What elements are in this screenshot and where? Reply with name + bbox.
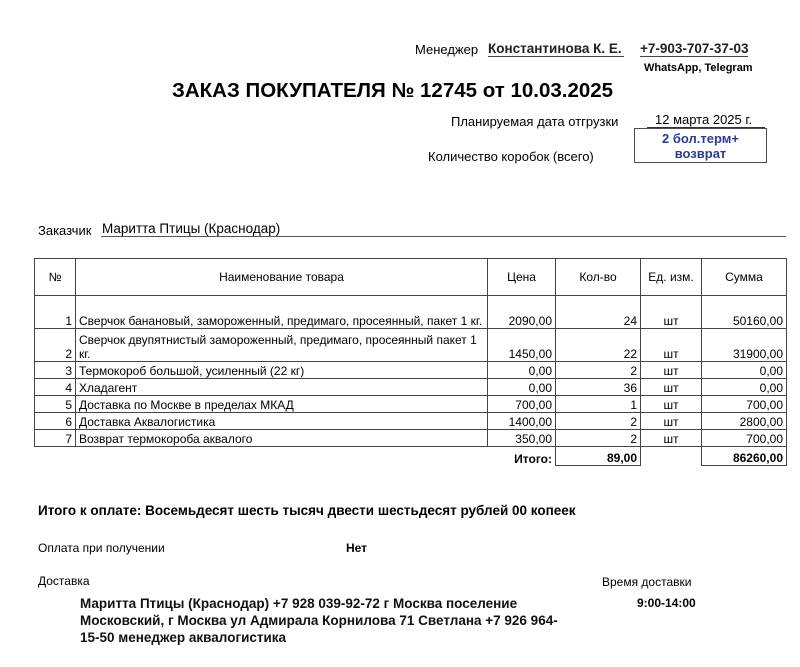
cell-unit: шт: [641, 296, 702, 329]
cell-number: 6: [35, 413, 76, 430]
cell-price: 350,00: [488, 430, 556, 447]
cell-sum: 0,00: [702, 362, 787, 379]
cell-sum: 50160,00: [702, 296, 787, 329]
delivery-label: Доставка: [38, 574, 90, 588]
table-row: [35, 413, 787, 430]
cell-unit: шт: [641, 396, 702, 413]
delivery-details: Маритта Птицы (Краснодар) +7 928 039-92-72 г Москва поселение Московский, г Москва ул Адмирала Корнилова 71 Светлана +7 926 964-15-50 менеджер аквалогистика: [80, 596, 558, 645]
customer-label: Заказчик: [38, 223, 92, 238]
manager-label: Менеджер: [415, 42, 479, 57]
header-sum: Сумма: [702, 259, 787, 296]
cell-price: 700,00: [488, 396, 556, 413]
cell-name: Доставка по Москве в пределах МКАД: [76, 396, 488, 413]
cell-qty: 24: [556, 296, 641, 329]
cell-price: 0,00: [488, 379, 556, 396]
cell-qty: 2: [556, 413, 641, 430]
cell-sum: 700,00: [702, 396, 787, 413]
header-qty: Кол-во: [556, 259, 641, 296]
table-row: [35, 430, 787, 447]
cell-name: Сверчок банановый, замороженный, предимаго, просеянный, пакет 1 кг.: [76, 296, 488, 329]
header-price: Цена: [488, 259, 556, 296]
boxes-count-value: 2 бол.терм+ возврат: [634, 128, 767, 163]
cell-number: 5: [35, 396, 76, 413]
cell-number: 4: [35, 379, 76, 396]
cell-price: 1400,00: [488, 413, 556, 430]
table-row: [35, 296, 787, 329]
cell-number: 3: [35, 362, 76, 379]
cell-sum: 700,00: [702, 430, 787, 447]
cell-sum: 31900,00: [702, 329, 787, 362]
cell-unit: шт: [641, 329, 702, 362]
document-title: ЗАКАЗ ПОКУПАТЕЛЯ № 12745 от 10.03.2025: [172, 79, 614, 102]
cell-unit: шт: [641, 362, 702, 379]
goods-table: [34, 258, 787, 466]
table-row: [35, 362, 787, 379]
table-row: [35, 329, 787, 362]
cell-price: 1450,00: [488, 329, 556, 362]
cell-qty: 1: [556, 396, 641, 413]
cell-number: 2: [35, 329, 76, 362]
manager-phone: +7-903-707-37-03: [640, 41, 749, 56]
cell-qty: 2: [556, 362, 641, 379]
delivery-time-label: Время доставки: [602, 575, 692, 589]
cell-number: 1: [35, 296, 76, 329]
cell-name: Сверчок двупятнистый замороженный, предимаго, просеянный пакет 1 кг.: [76, 329, 488, 362]
total-in-words: Итого к оплате: Восемьдесят шесть тысяч двести шестьдесят рублей 00 копеек: [38, 503, 576, 518]
cell-number: 7: [35, 430, 76, 447]
customer-value: Маритта Птицы (Краснодар): [101, 221, 786, 237]
header-name: Наименование товара: [76, 259, 488, 296]
cell-name: Доставка Аквалогистика: [76, 413, 488, 430]
delivery-time-value: 9:00-14:00: [637, 596, 696, 610]
cell-name: Хладагент: [76, 379, 488, 396]
header-number: №: [35, 259, 76, 296]
manager-messengers: WhatsApp, Telegram: [644, 62, 753, 74]
manager-name: Константинова К. Е.: [488, 41, 622, 56]
cell-name: Термокороб большой, усиленный (22 кг): [76, 362, 488, 379]
table-row: [35, 396, 787, 413]
cell-unit: шт: [641, 430, 702, 447]
shipment-date-label: Планируемая дата отгрузки: [451, 114, 619, 129]
payment-on-receipt-value: Нет: [346, 541, 368, 555]
total-sum: 86260,00: [702, 447, 787, 466]
cell-sum: 0,00: [702, 379, 787, 396]
cell-unit: шт: [641, 379, 702, 396]
cell-qty: 36: [556, 379, 641, 396]
boxes-count-label: Количество коробок (всего): [428, 149, 594, 164]
table-row: [35, 379, 787, 396]
cell-qty: 2: [556, 430, 641, 447]
cell-price: 2090,00: [488, 296, 556, 329]
total-qty: 89,00: [556, 447, 641, 466]
cell-name: Возврат термокороба аквалого: [76, 430, 488, 447]
header-unit: Ед. изм.: [641, 259, 702, 296]
cell-unit: шт: [641, 413, 702, 430]
cell-price: 0,00: [488, 362, 556, 379]
cell-sum: 2800,00: [702, 413, 787, 430]
cell-qty: 22: [556, 329, 641, 362]
total-label: Итого:: [488, 447, 556, 466]
table-total-row: [35, 447, 787, 466]
payment-on-receipt-label: Оплата при получении: [38, 541, 165, 555]
table-header-row: [35, 259, 787, 296]
shipment-date-value: 12 марта 2025 г.: [647, 112, 765, 128]
